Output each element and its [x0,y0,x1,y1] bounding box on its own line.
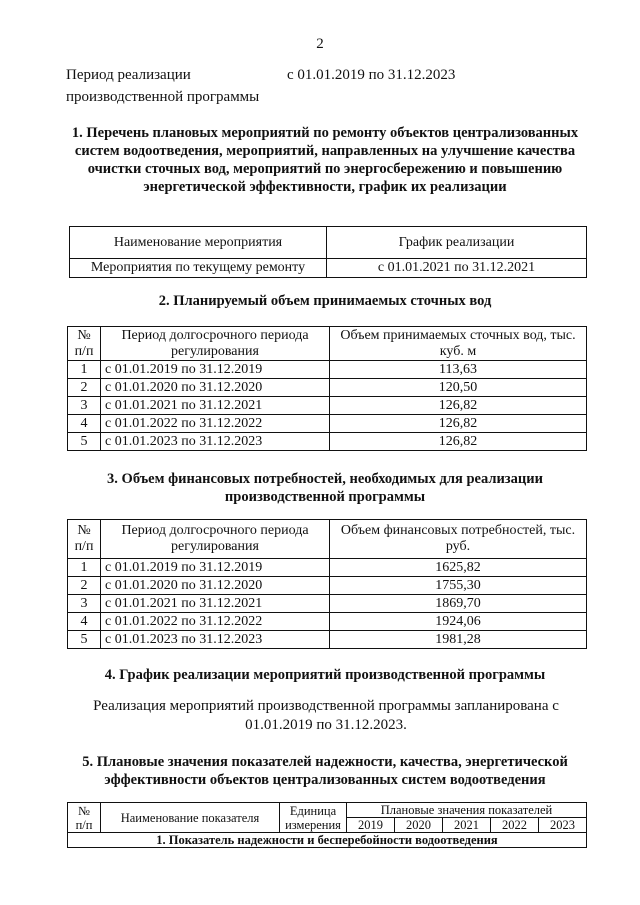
table-cell: с 01.01.2022 по 31.12.2022 [101,415,330,433]
table-header: Плановые значения показателей [347,803,587,818]
table-cell: 1755,30 [330,577,587,595]
period-label: Период реализации производственной программы [66,67,260,105]
table-row [68,397,587,415]
table-row [68,433,587,451]
table-row [68,833,587,848]
table-row [68,559,587,577]
table-cell: с 01.01.2019 по 31.12.2019 [101,361,330,379]
section2-table [67,326,587,451]
table-cell: 126,82 [330,433,587,451]
section1-title: 1. Перечень плановых мероприятий по ремонту объектов централизованных систем водоотведения, мероприятий, направленных на улучшение качества очистки сточных вод, мероприятий по энергосбережению и повышению энергетической эффективности, график их реализации [71,125,579,195]
table-cell: с 01.01.2021 по 31.12.2021 [327,259,587,278]
year-header: 2023 [538,818,586,833]
period-value: с 01.01.2019 по 31.12.2023 [287,67,456,83]
year-header: 2022 [490,818,538,833]
table-cell: 5 [68,433,101,451]
table-row [68,577,587,595]
table-row [68,631,587,649]
table-cell: 4 [68,613,101,631]
year-header: 2021 [442,818,490,833]
table-cell: 1 [68,361,101,379]
table-cell: Мероприятия по текущему ремонту [70,259,327,278]
year-header: 2019 [347,818,395,833]
table-cell: с 01.01.2021 по 31.12.2021 [101,397,330,415]
table-header: Объем принимаемых сточных вод, тыс. куб. м [330,327,587,361]
table-header: Объем финансовых потребностей, тыс. руб. [330,520,587,559]
table-cell: 1981,28 [330,631,587,649]
table-header: № п/п [68,803,101,833]
table-row [68,415,587,433]
table-header: Период долгосрочного периода регулирования [101,327,330,361]
table-cell: с 01.01.2022 по 31.12.2022 [101,613,330,631]
table-row [68,595,587,613]
section3-title: 3. Объем финансовых потребностей, необходимых для реализации производственной программы [107,471,543,505]
table-cell: 126,82 [330,415,587,433]
table-row [68,379,587,397]
table-cell: 113,63 [330,361,587,379]
year-header: 2020 [394,818,442,833]
table-cell: с 01.01.2023 по 31.12.2023 [101,433,330,451]
table-cell: 2 [68,379,101,397]
table-cell: с 01.01.2020 по 31.12.2020 [101,379,330,397]
table-cell: 120,50 [330,379,587,397]
table-cell: 5 [68,631,101,649]
table-cell: 2 [68,577,101,595]
table-cell: с 01.01.2019 по 31.12.2019 [101,559,330,577]
section2-title: 2. Планируемый объем принимаемых сточных вод [158,293,492,309]
table-header: График реализации [327,227,587,259]
table-cell: 3 [68,397,101,415]
table-cell: с 01.01.2023 по 31.12.2023 [101,631,330,649]
table-cell: 1625,82 [330,559,587,577]
table-cell: 4 [68,415,101,433]
table-row [68,613,587,631]
table-row [70,259,587,278]
section4-title: 4. График реализации мероприятий производственной программы [104,667,546,683]
table-cell: 3 [68,595,101,613]
section4-text: Реализация мероприятий производственной программы запланирована с 01.01.2019 по 31.12.2023. [93,698,559,733]
section5-title: 5. Плановые значения показателей надежности, качества, энергетической эффективности объектов централизованных систем водоотведения [82,754,568,788]
table-cell: 126,82 [330,397,587,415]
page-number: 2 [316,36,324,52]
table-header: № п/п [68,327,101,361]
table-header: Наименование мероприятия [70,227,327,259]
table-cell: с 01.01.2021 по 31.12.2021 [101,595,330,613]
table-header: Период долгосрочного периода регулирования [101,520,330,559]
table-cell: 1 [68,559,101,577]
table-row [68,361,587,379]
section3-table [67,519,587,649]
table-cell: 1924,06 [330,613,587,631]
section5-table [67,802,587,848]
table-cell: с 01.01.2020 по 31.12.2020 [101,577,330,595]
table-header: № п/п [68,520,101,559]
section5-subheader: 1. Показатель надежности и бесперебойности водоотведения [68,833,587,848]
table-cell: 1869,70 [330,595,587,613]
table-header: Наименование показателя [101,803,280,833]
section1-table [69,226,587,278]
table-header: Единица измерения [280,803,347,833]
